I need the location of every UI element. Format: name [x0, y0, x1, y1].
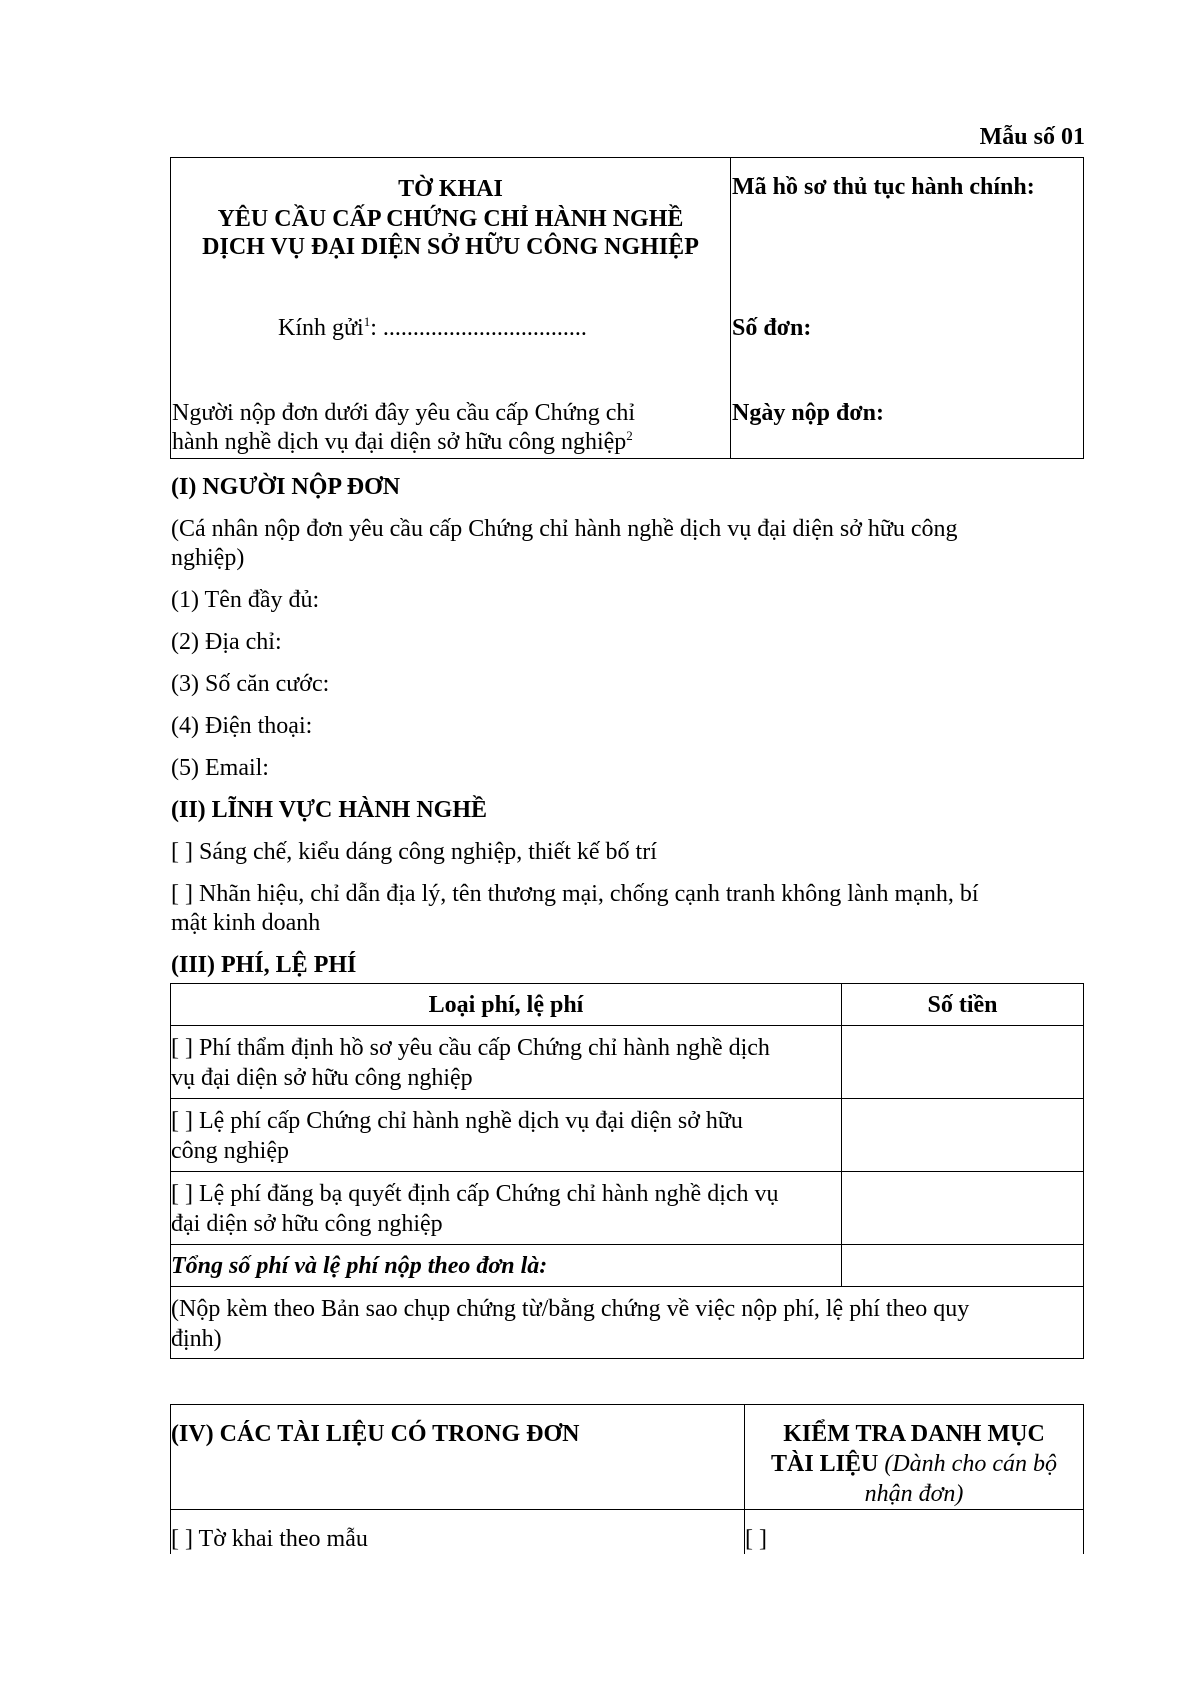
table-row [171, 1026, 1084, 1099]
request-line2-wrap [172, 427, 633, 457]
request-line2: hành nghề dịch vụ đại diện sở hữu công nghiệp [172, 429, 627, 455]
field-address[interactable]: (2) Địa chỉ: [171, 629, 282, 655]
request-line1: Người nộp đơn dưới đây yêu cầu cấp Chứng chỉ [172, 400, 636, 426]
section1-note-line1: (Cá nhân nộp đơn yêu cầu cấp Chứng chỉ hành nghề dịch vụ đại diện sở hữu công [171, 516, 958, 542]
header-table [170, 157, 1084, 459]
fee-note-line2: định) [171, 1326, 222, 1352]
section4-heading: (IV) CÁC TÀI LIỆU CÓ TRONG ĐƠN [171, 1405, 745, 1510]
field-phone[interactable]: (4) Điện thoại: [171, 713, 313, 739]
practice-option-trademark-line1[interactable]: [ ] Nhãn hiệu, chỉ dẫn địa lý, tên thương mại, chống cạnh tranh không lành mạnh, bí [171, 881, 979, 907]
fee-total-amount[interactable] [842, 1245, 1084, 1287]
form-number: Mẫu số 01 [979, 124, 1085, 150]
application-number-label: Số đơn: [732, 315, 812, 341]
fee-note-line1: (Nộp kèm theo Bản sao chụp chứng từ/bằng chứng về việc nộp phí, lệ phí theo quy [171, 1296, 970, 1322]
check-heading-italic: (Dành cho cán bộ [878, 1451, 1057, 1477]
fee-row-issuance[interactable] [171, 1099, 842, 1172]
footnote-1: 1 [363, 314, 371, 329]
fee-row-line: công nghiệp [171, 1138, 289, 1164]
check-heading-line1: KIỂM TRA DANH MỤC [783, 1421, 1045, 1447]
practice-option-patent[interactable]: [ ] Sáng chế, kiểu dáng công nghiệp, thiết kế bố trí [171, 839, 657, 865]
table-row [171, 1510, 1084, 1555]
fee-row-line: [ ] Phí thẩm định hồ sơ yêu cầu cấp Chứng chỉ hành nghề dịch [171, 1035, 770, 1061]
fee-row-appraisal[interactable] [171, 1026, 842, 1099]
section2-heading: (II) LĨNH VỰC HÀNH NGHỀ [171, 797, 488, 823]
header-right-cell [731, 158, 1084, 459]
doc-declaration-check[interactable]: [ ] [745, 1510, 1084, 1555]
fee-row-line: vụ đại diện sở hữu công nghiệp [171, 1065, 473, 1091]
section1-heading: (I) NGƯỜI NỘP ĐƠN [171, 474, 401, 500]
fee-amount-cell[interactable] [842, 1099, 1084, 1172]
recipient-label: Kính gửi [278, 315, 364, 341]
form-title: TỜ KHAI [398, 176, 503, 202]
doc-declaration-form[interactable]: [ ] Tờ khai theo mẫu [171, 1510, 745, 1555]
practice-option-trademark-line2: mật kinh doanh [171, 910, 321, 936]
fee-amount-cell[interactable] [842, 1172, 1084, 1245]
fee-row-registration[interactable] [171, 1172, 842, 1245]
check-heading-bold: TÀI LIỆU [770, 1451, 879, 1477]
fee-total-label: Tổng số phí và lệ phí nộp theo đơn là: [171, 1245, 842, 1287]
fee-row-line: [ ] Lệ phí đăng bạ quyết định cấp Chứng chỉ hành nghề dịch vụ [171, 1181, 779, 1207]
header-left-cell [171, 158, 731, 459]
field-full-name[interactable]: (1) Tên đầy đủ: [171, 587, 320, 613]
filing-date-label: Ngày nộp đơn: [732, 400, 885, 426]
field-id-number[interactable]: (3) Số căn cước: [171, 671, 330, 697]
form-subtitle-line2: DỊCH VỤ ĐẠI DIỆN SỞ HỮU CÔNG NGHIỆP [202, 234, 699, 260]
check-heading-italic-line3: nhận đơn) [864, 1481, 964, 1507]
section1-note-line2: nghiệp) [171, 545, 245, 571]
form-subtitle-line1: YÊU CẦU CẤP CHỨNG CHỈ HÀNH NGHỀ [217, 206, 684, 232]
fee-amount-cell[interactable] [842, 1026, 1084, 1099]
field-email[interactable]: (5) Email: [171, 755, 269, 781]
table-row [171, 1172, 1084, 1245]
fee-table [170, 983, 1084, 1359]
fee-row-line: đại diện sở hữu công nghiệp [171, 1211, 443, 1237]
table-row [171, 1099, 1084, 1172]
documents-table [170, 1404, 1084, 1554]
check-list-header [745, 1405, 1084, 1510]
fee-row-line: [ ] Lệ phí cấp Chứng chỉ hành nghề dịch vụ đại diện sở hữu [171, 1108, 743, 1134]
fee-amount-header: Số tiền [842, 984, 1084, 1026]
recipient-line [278, 313, 587, 343]
fee-type-header: Loại phí, lệ phí [171, 984, 842, 1026]
fee-note-cell [171, 1287, 1084, 1359]
footnote-2: 2 [626, 428, 633, 443]
section3-heading: (III) PHÍ, LỆ PHÍ [171, 952, 357, 978]
recipient-value[interactable]: : .................................. [370, 315, 587, 341]
admin-code-label: Mã hồ sơ thủ tục hành chính: [732, 174, 1035, 200]
